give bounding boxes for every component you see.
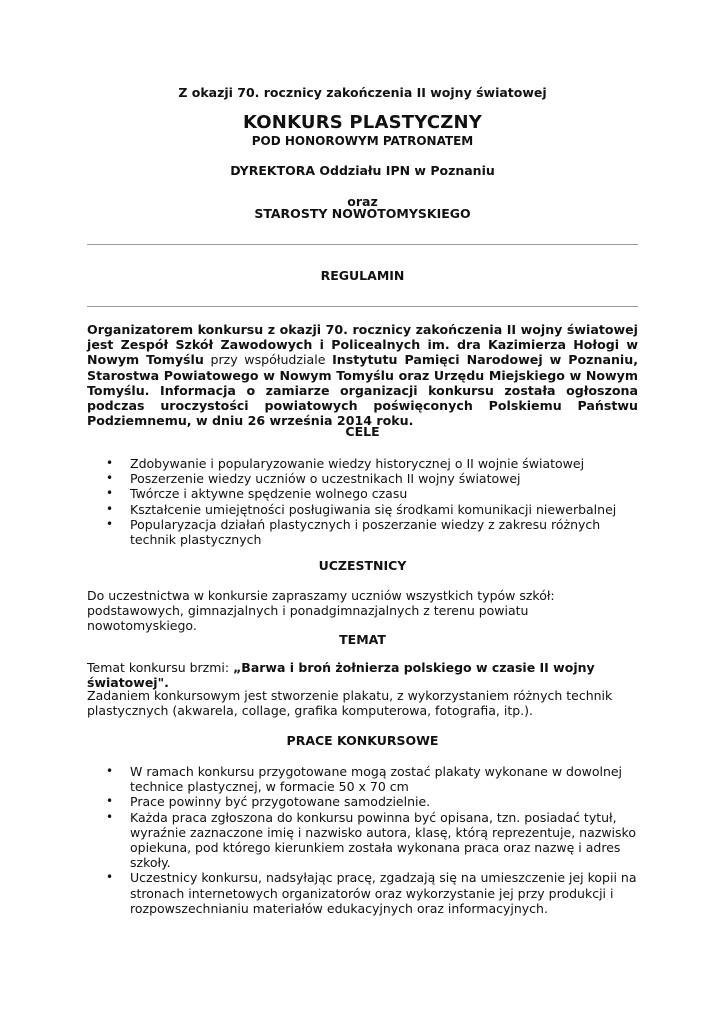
list-item-text: Prace powinny być przygotowane samodzielnie. (130, 794, 431, 810)
list-item (87, 794, 638, 809)
prace-heading: PRACE KONKURSOWE (286, 733, 439, 748)
list-item-text: Każda praca zgłoszona do konkursu powinna być opisana, tzn. posiadać tytuł, wyraźnie zaznaczone imię i nazwisko autora, klasę, którą reprezentuje, nazwisko opiekuna, pod którego kierunkiem została wykonana praca oraz nazwę i adres szkoły. (130, 809, 636, 871)
regulamin-heading: REGULAMIN (320, 268, 405, 283)
list-item (87, 471, 638, 486)
top-divider (87, 244, 638, 245)
intro-paragraph (87, 322, 638, 428)
contest-title: KONKURS PLASTYCZNY (242, 112, 483, 133)
list-item (87, 486, 638, 501)
list-item (87, 810, 638, 871)
document-page (87, 0, 638, 1024)
bullet-icon: • (106, 809, 114, 824)
list-item-text: Uczestnicy konkursu, nadsyłając pracę, zgadzają się na umieszczenie jej kopii na stronach internetowych organizatorów oraz wykorzystanie jej przy produkcji i rozpowszechnianiu materiałów edukacyjnych oraz informacyjnych. (130, 870, 637, 916)
bullet-icon: • (106, 516, 114, 531)
uczestnicy-paragraph: Do uczestnictwa w konkursie zapraszamy uczniów wszystkich typów szkół: podstawowych, gimnazjalnych i ponadgimnazjalnych z terenu powiatu nowotomyskiego. (87, 588, 555, 634)
temat-prefix: Temat konkursu brzmi: (87, 660, 234, 675)
list-item (87, 517, 638, 547)
list-item-text: W ramach konkursu przygotowane mogą zostać plakaty wykonane w dowolnej technice plastycznej, w formacie 50 x 70 cm (130, 764, 623, 795)
director-line: DYREKTORA Oddziału IPN w Poznaniu (230, 163, 495, 178)
temat-heading: TEMAT (339, 632, 386, 647)
starosta-line: STAROSTY NOWOTOMYSKIEGO (254, 206, 471, 221)
bullet-icon: • (106, 456, 114, 470)
prace-list (87, 764, 638, 916)
zadanie-paragraph: Zadaniem konkursowym jest stworzenie plakatu, z wykorzystaniem różnych technik plastycznych (akwarela, collage, grafika komputerowa, fotografia, itp.). (87, 688, 613, 719)
bullet-icon: • (106, 870, 114, 885)
bullet-icon: • (106, 486, 114, 501)
occasion-line: Z okazji 70. rocznicy zakończenia II wojny światowej (178, 85, 547, 100)
list-item-text: Twórcze i aktywne spędzenie wolnego czasu (130, 486, 408, 502)
intro-partners: Instytutu Pamięci Narodowej w Poznaniu, Starostwa Powiatowego w Nowym Tomyślu oraz Urzędu Miejskiego w Nowym Tomyślu. Informacja o zamiarze organizacji konkursu została ogłoszona podczas uroczystości powiatowych poświęconych Polskiemu Państwu Podziemnemu, w dniu 26 września 2014 roku. (87, 352, 638, 429)
bottom-divider (87, 306, 638, 307)
intro-connector: przy współudziale (203, 352, 333, 368)
intro-organizer: Organizatorem konkursu z okazji 70. rocznicy zakończenia II wojny światowej jest Zespół Szkół Zawodowych i Policealnych im. dra Kazimierza Hołogi w Nowym Tomyślu (87, 322, 638, 368)
uczestnicy-heading: UCZESTNICY (318, 558, 407, 573)
temat-paragraph (87, 660, 638, 690)
cele-list (87, 456, 638, 547)
list-item (87, 502, 638, 517)
list-item-text: Popularyzacja działań plastycznych i poszerzanie wiedzy z zakresu różnych technik plastycznych (130, 516, 601, 548)
list-item (87, 764, 638, 794)
list-item-text: Poszerzenie wiedzy uczniów o uczestnikach II wojny światowej (130, 471, 521, 487)
bullet-icon: • (106, 794, 114, 809)
list-item-text: Kształcenie umiejętności posługiwania się środkami komunikacji niewerbalnej (130, 501, 617, 517)
temat-topic: „Barwa i broń żołnierza polskiego w czasie II wojny światowej". (87, 660, 595, 691)
list-item (87, 456, 638, 471)
list-item (87, 870, 638, 916)
list-item-text: Zdobywanie i popularyzowanie wiedzy historycznej o II wojnie światowej (130, 456, 585, 471)
bullet-icon: • (106, 501, 114, 516)
oraz-line: oraz (347, 194, 378, 209)
patronage-line: POD HONOROWYM PATRONATEM (251, 134, 474, 148)
cele-heading: CELE (345, 424, 380, 439)
bullet-icon: • (106, 764, 114, 778)
bullet-icon: • (106, 471, 114, 486)
